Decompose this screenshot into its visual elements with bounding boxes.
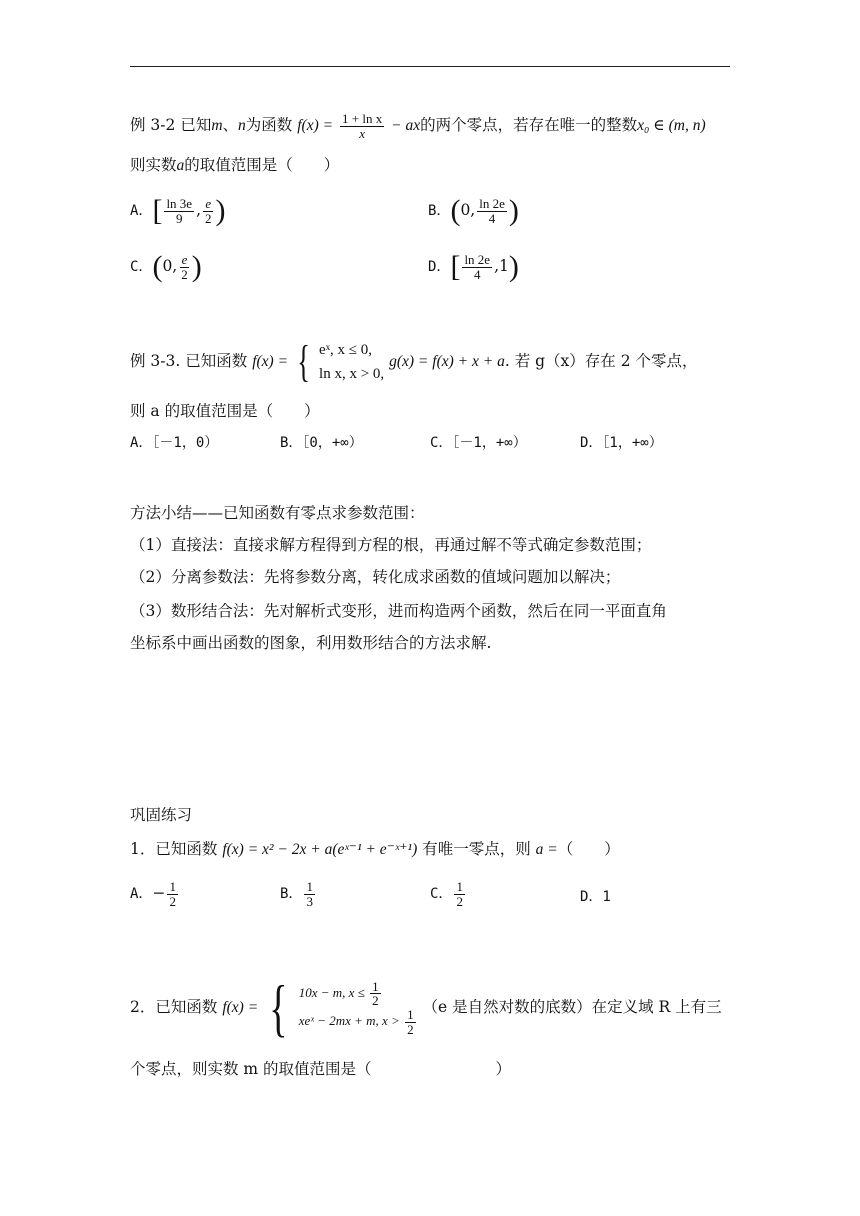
practice-q2-line2: 个零点，则实数 m 的取值范围是（ ） xyxy=(130,1060,512,1078)
summary-item-3a: （3）数形结合法：先对解析式变形，进而构造两个函数，然后在同一平面直角 xyxy=(130,602,667,620)
q1-option-a: A．− $\frac{1}{2}$ xyxy=(130,879,176,909)
summary-title: 方法小结——已知函数有零点求参数范围： xyxy=(130,504,425,522)
ex32-option-b: B．(0, $\frac{\ln 2e}{4}$ ) xyxy=(428,194,519,227)
q1-option-b: B． $\frac{1}{3}$ xyxy=(280,879,313,909)
ex32-option-c: C．(0, $\frac{e}{2}$ ) xyxy=(130,250,202,283)
practice-q1: 1．已知函数 f(x) = x² − 2x + a(eˣ⁻¹ + e⁻ˣ⁺¹) 有唯一零点，则 a =（ ） xyxy=(130,840,620,858)
q2-cases: 10x − m, x ≤ $\frac{1}{2}$ xeˣ − 2mx + m, x > $\frac{1}{2}$ xyxy=(298,978,414,1037)
ex32-option-d: D．[ $\frac{\ln 2e}{4}$ ,1) xyxy=(428,250,519,283)
ex33-cases: eˣ, x ≤ 0, ln x, x > 0, xyxy=(319,342,385,382)
practice-title: 巩固练习 xyxy=(130,806,193,824)
ex33-option-b: B．［0，+∞） xyxy=(280,435,363,451)
practice-q2: 2．已知函数 f(x) = { 10x − m, x ≤ $\frac{1}{2}$ xeˣ − 2mx + m, x > $\frac{1}{2}$ （e 是自然对数的底数）在定义域 R 上有三 xyxy=(130,972,722,1043)
q1-option-d: D．1 xyxy=(580,889,611,905)
summary-item-3b: 坐标系中画出函数的图象，利用数形结合的方法求解. xyxy=(130,634,492,652)
ex33-option-a: A．［－1，0） xyxy=(130,435,219,451)
ex33-option-d: D．［1，+∞） xyxy=(580,435,663,451)
summary-item-2: （2）分离参数法：先将参数分离，转化成求函数的值域问题加以解决； xyxy=(130,568,621,586)
ex32-fraction: $\frac{\text{1 + ln x}}{x}$ xyxy=(342,111,383,141)
header-rule xyxy=(130,66,730,67)
q1-option-c: C． $\frac{1}{2}$ xyxy=(430,879,463,909)
ex33-option-c: C．［－1，+∞） xyxy=(430,435,527,451)
ex32-line2: 则实数a的取值范围是（ ） xyxy=(130,156,340,174)
ex33-line2: 则 a 的取值范围是（ ） xyxy=(130,402,320,420)
ex32-line1: 例 3-2 已知m、n为函数 f(x) = $\frac{\text{1 + ln x}}{x}$ − ax的两个零点，若存在唯一的整数x₀ ∈ (m, n) xyxy=(130,111,706,141)
summary-item-1: （1）直接法：直接求解方程得到方程的根，再通过解不等式确定参数范围； xyxy=(130,536,652,554)
ex32-option-a: A．[ $\frac{\ln 3e}{9}$ , $\frac{e}{2}$ ) xyxy=(130,194,226,227)
ex33-line1: 例 3-3. 已知函数 f(x) = { eˣ, x ≤ 0, ln x, x > 0, g(x) = f(x) + x + a. 若 g（x）存在 2 个零点， xyxy=(130,337,698,386)
